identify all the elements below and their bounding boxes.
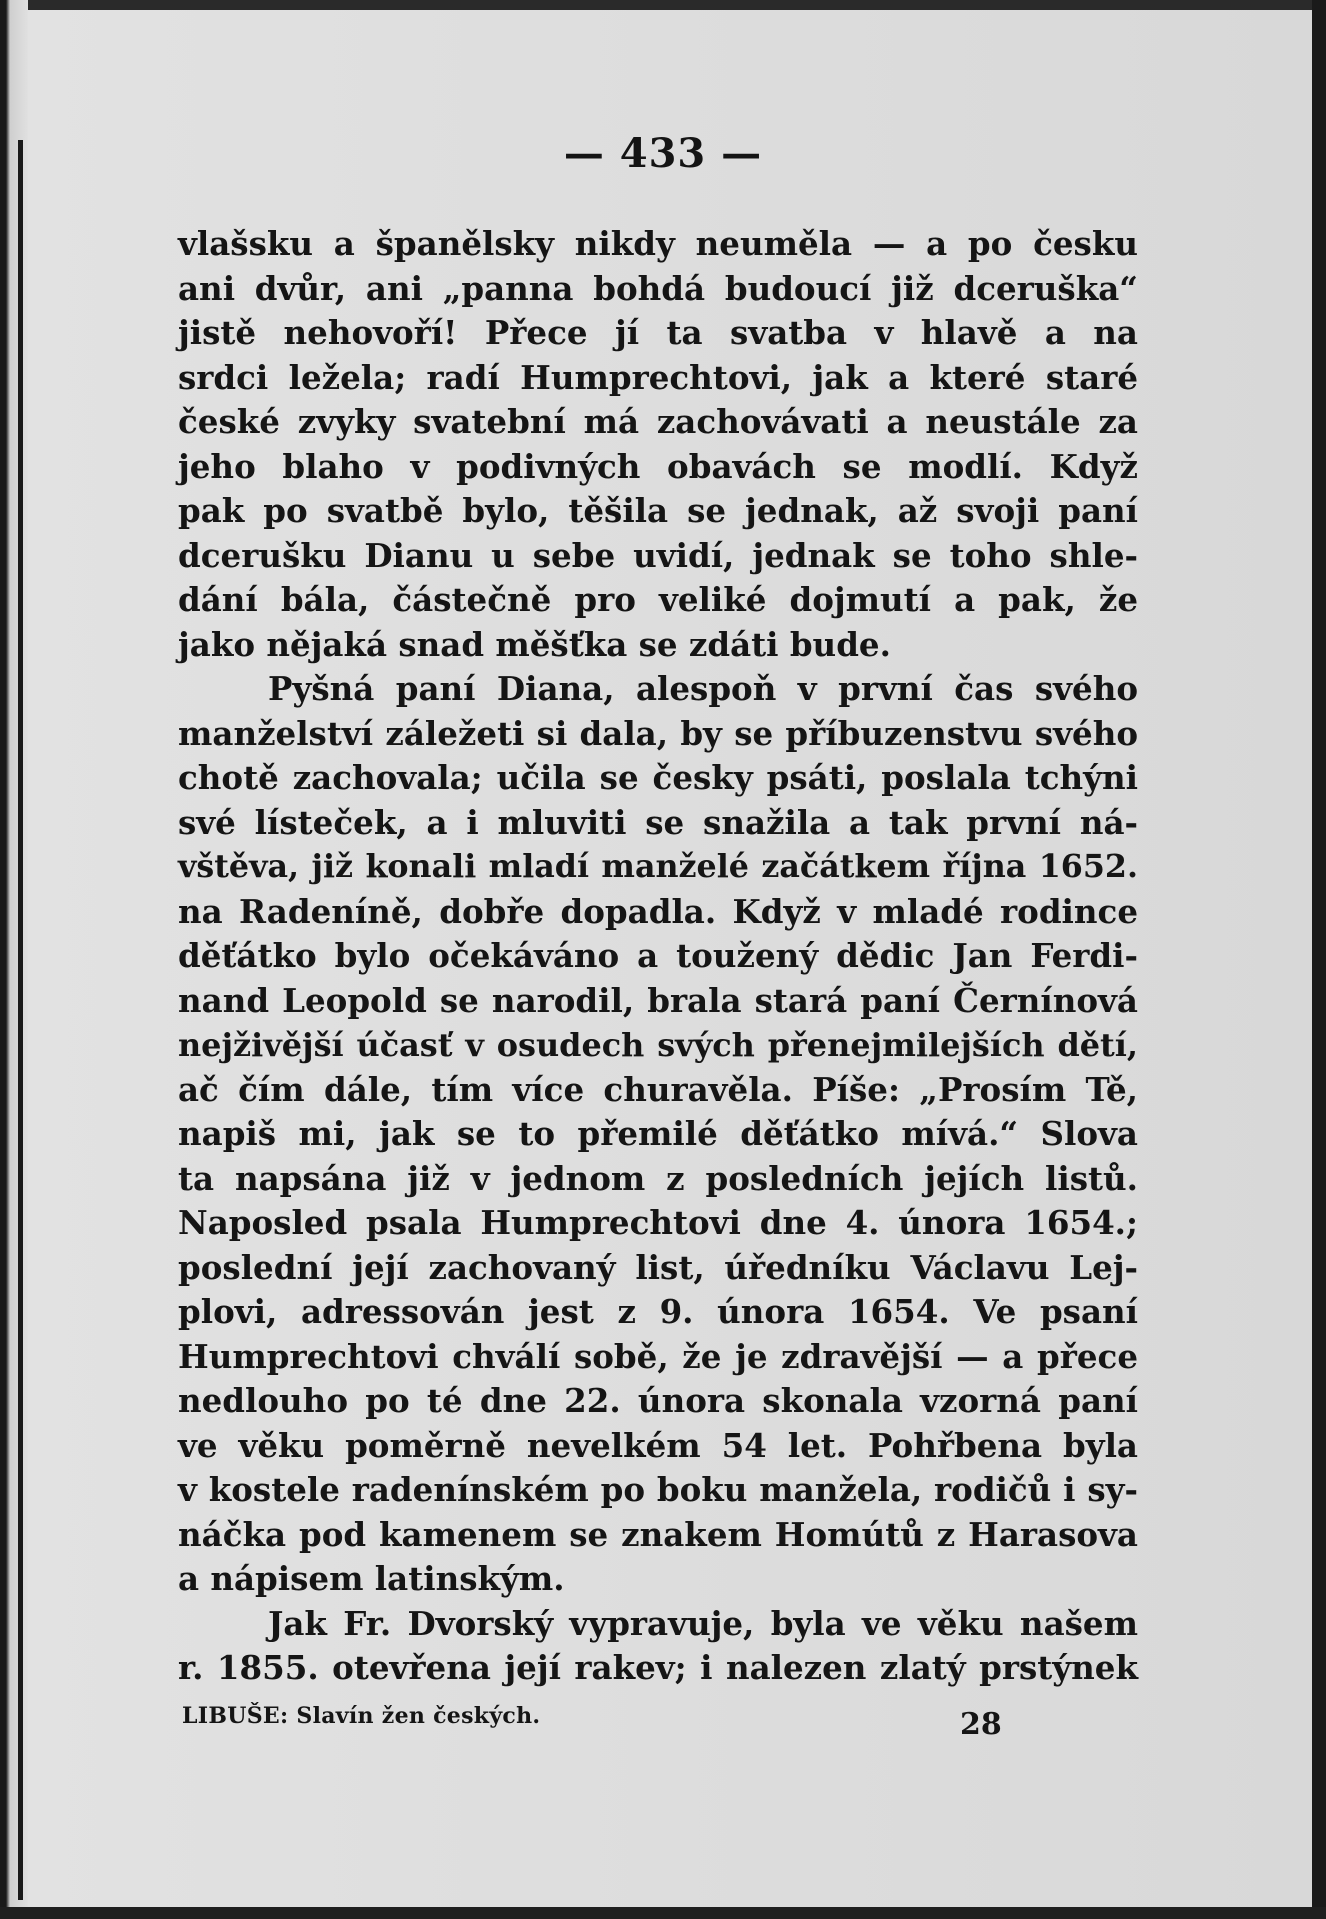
text-line: české zvyky svatební má zachovávati a neustále za bbox=[178, 402, 1138, 441]
page-number: — 433 — bbox=[563, 130, 763, 177]
text-line: jeho blaho v podivných obavách se modlí. Když bbox=[178, 446, 1138, 486]
text-line: a nápisem latinským. bbox=[178, 1559, 565, 1598]
text-line: manželství záležeti si dala, by se příbuzenstvu svého bbox=[178, 713, 1138, 753]
text-line: ve věku poměrně nevelkém 54 let. Pohřbena byla bbox=[178, 1425, 1138, 1465]
text-line: napiš mi, jak se to přemilé děťátko mívá.“ Slova bbox=[178, 1114, 1138, 1153]
binding-rule bbox=[18, 140, 23, 1900]
text-line: vštěva, již konali mladí manželé začátkem října 1652. bbox=[178, 848, 1138, 885]
text-line: ta napsána již v jednom z posledních jejích listů. bbox=[178, 1158, 1138, 1198]
signature-mark: 28 bbox=[960, 1707, 1002, 1742]
text-line: Humprechtovi chválí sobě, že je zdravější — a přece bbox=[178, 1336, 1138, 1376]
text-line: r. 1855. otevřena její rakev; i nalezen zlatý prstýnek bbox=[178, 1648, 1138, 1687]
text-line: dcerušku Dianu u sebe uvidí, jednak se toho shle- bbox=[178, 535, 1138, 575]
text-line: plovi, adressován jest z 9. února 1654. Ve psaní bbox=[178, 1292, 1138, 1331]
text-line: pak po svatbě bylo, těšila se jednak, až svoji paní bbox=[178, 491, 1138, 530]
text-line: na Radeníně, dobře dopadla. Když v mladé rodince bbox=[178, 891, 1138, 931]
scan-edge-bottom bbox=[0, 1907, 1326, 1919]
text-line: vlašsku a španělsky nikdy neuměla — a po česku bbox=[178, 224, 1138, 263]
text-line: své lísteček, a i mluviti se snažila a tak první ná- bbox=[178, 802, 1138, 842]
body-text bbox=[178, 222, 1138, 1691]
text-line: srdci ležela; radí Humprechtovi, jak a které staré bbox=[178, 357, 1138, 397]
text-line: jako nějaká snad měšťka se zdáti bude. bbox=[178, 624, 891, 664]
text-line: děťátko bylo očekáváno a toužený dědic Jan Ferdi- bbox=[178, 936, 1138, 975]
text-line: Pyšná paní Diana, alespoň v první čas svého bbox=[268, 669, 1138, 708]
text-line: ač čím dále, tím více churavěla. Píše: „Prosím Tě, bbox=[178, 1069, 1138, 1109]
scan-edge-top bbox=[0, 0, 1326, 10]
text-line: Naposled psala Humprechtovi dne 4. února 1654.; bbox=[178, 1203, 1138, 1242]
text-line: jistě nehovoří! Přece jí ta svatba v hlavě a na bbox=[178, 313, 1138, 352]
footer-book-title: LIBUŠE: Slavín žen českých. bbox=[182, 1703, 541, 1729]
text-line: ani dvůr, ani „panna bohdá budoucí již dceruška“ bbox=[178, 268, 1138, 308]
text-line: Jak Fr. Dvorský vypravuje, byla ve věku našem bbox=[268, 1603, 1138, 1643]
text-line: poslední její zachovaný list, úředníku Václavu Lej- bbox=[178, 1247, 1138, 1287]
text-line: nand Leopold se narodil, brala stará paní Černínová bbox=[178, 980, 1138, 1020]
scan-edge-right bbox=[1312, 0, 1326, 1919]
text-line: nedlouho po té dne 22. února skonala vzorná paní bbox=[178, 1381, 1138, 1420]
text-line: nejživější účasť v osudech svých přenejmilejších dětí, bbox=[178, 1026, 1138, 1064]
text-line: chotě zachovala; učila se česky psáti, poslala tchýni bbox=[178, 758, 1138, 797]
text-line: v kostele radenínském po boku manžela, rodičů i sy- bbox=[178, 1470, 1138, 1509]
binding-edge bbox=[0, 0, 28, 1919]
text-line: náčka pod kamenem se znakem Homútů z Harasova bbox=[178, 1514, 1138, 1554]
text-line: dání bála, částečně pro veliké dojmutí a pak, že bbox=[178, 580, 1138, 619]
